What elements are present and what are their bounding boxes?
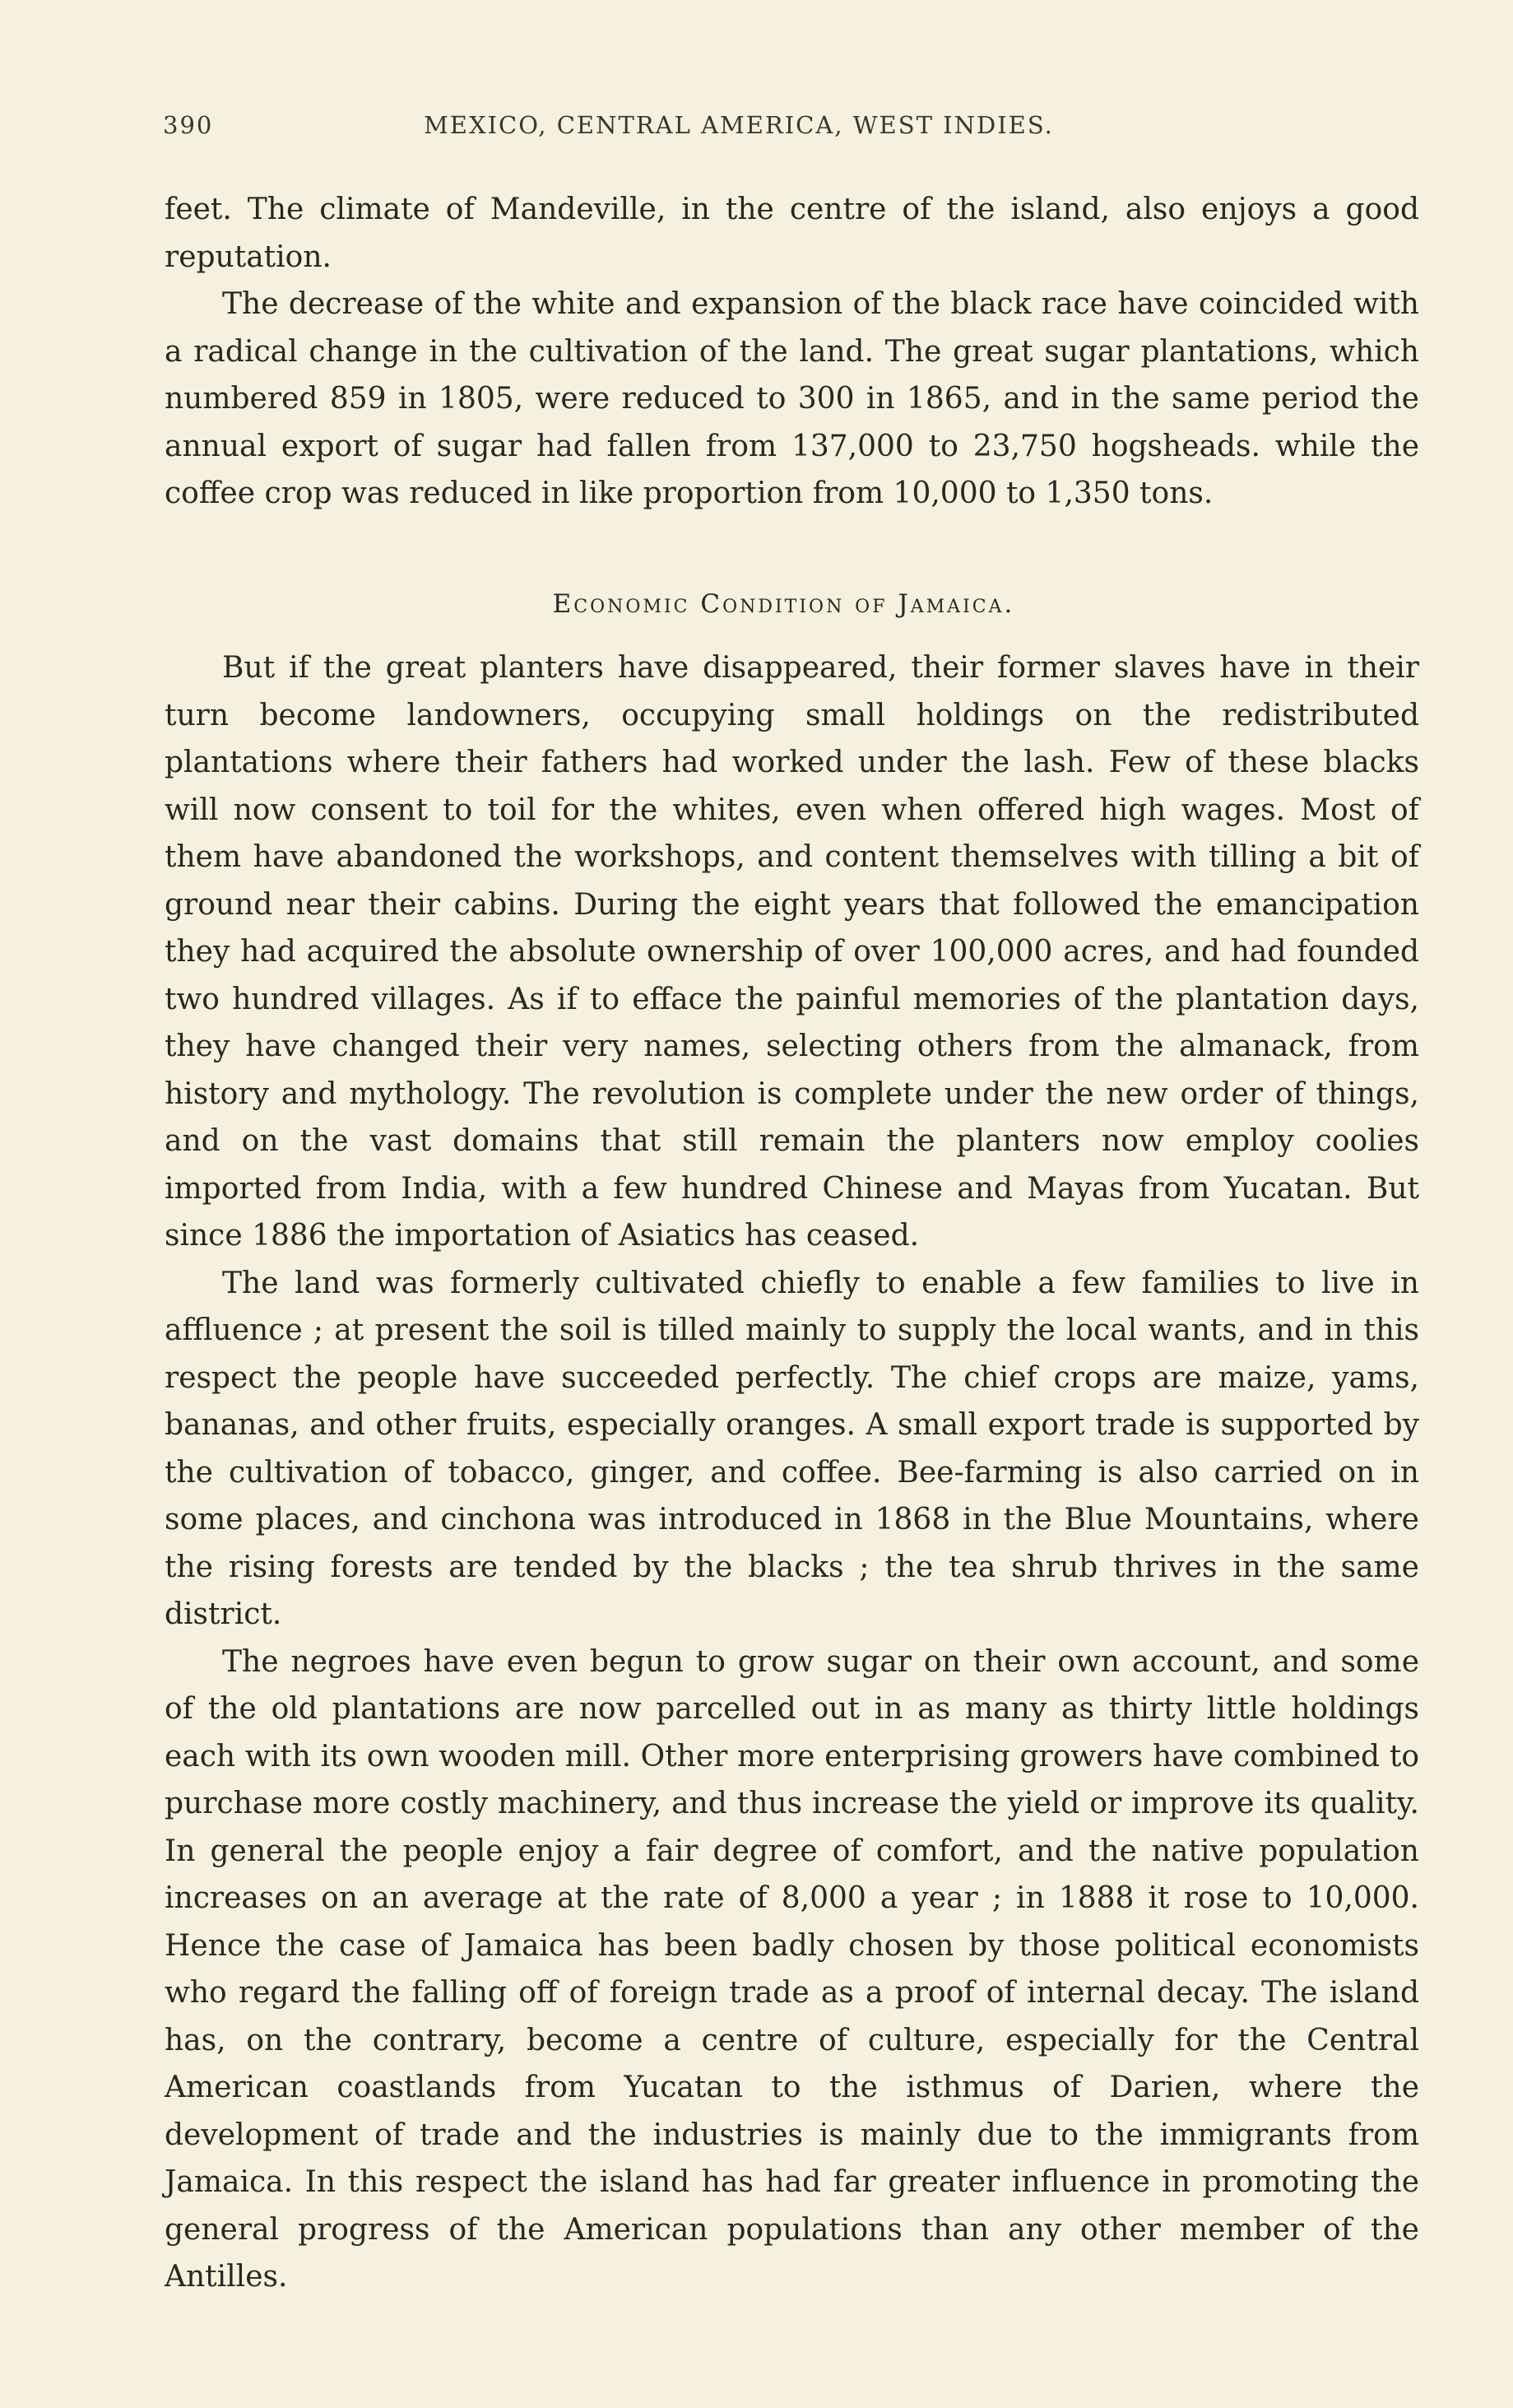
section-heading: Economic Condition of Jamaica.	[552, 588, 1015, 619]
page-number: 390	[163, 111, 214, 139]
paragraph: The decrease of the white and expansion of the black race have coincided with a radical change in the cultivation of the land. The great sugar plantations, which numbered 859 in 1805, were reduced to 300 in 1865, and in the same period the annual export of sugar had fallen from 137,000 to 23,750 hogsheads. while the coffee crop was reduced in like proportion from 10,000 to 1,350 tons.	[165, 287, 1419, 510]
paragraph: feet. The climate of Mandeville, in the centre of the island, also enjoys a good reputation.	[165, 193, 1419, 274]
paragraph: But if the great planters have disappeared, their former slaves have in their turn become landowners, occupying small holdings on the redistributed plantations where their fathers had worked under the lash. Few of these blacks will now consent to toil for the whites, even when offered high wages. Most of them have abandoned the workshops, and content themselves with tilling a bit of ground near their cabins. During the eight years that followed the emancipation they had acquired the absolute ownership of over 100,000 acres, and had founded two hundred villages. As if to efface the painful memories of the plantation days, they have changed their very names, selecting others from the almanack, from history and mythology. The revolution is complete under the new order of things, and on the vast domains that still remain the planters now employ coolies imported from India, with a few hundred Chinese and Mayas from Yucatan. But since 1886 the importation of Asiatics has ceased.	[165, 651, 1419, 1253]
paragraph: The land was formerly cultivated chiefly to enable a few families to live in affluence ; at present the soil is tilled mainly to supply the local wants, and in this respect the people have succeeded perfectly. The chief crops are maize, yams, bananas, and other fruits, especially oranges. A small export trade is supported by the cultivation of tobacco, ginger, and coffee. Bee-farming is also carried on in some places, and cinchona was introduced in 1868 in the Blue Mountains, where the rising forests are tended by the blacks ; the tea shrub thrives in the same district.	[165, 1266, 1419, 1631]
body-text	[165, 186, 1419, 2301]
page-header	[163, 111, 1422, 152]
running-head: MEXICO, CENTRAL AMERICA, WEST INDIES.	[424, 111, 1054, 139]
paragraph: The negroes have even begun to grow sugar on their own account, and some of the old plantations are now parcelled out in as many as thirty little holdings each with its own wooden mill. Other more enterprising growers have combined to purchase more costly machinery, and thus increase the yield or improve its quality. In general the people enjoy a fair degree of comfort, and the native population increases on an average at the rate of 8,000 a year ; in 1888 it rose to 10,000. Hence the case of Jamaica has been badly chosen by those political economists who regard the falling off of foreign trade as a proof of internal decay. The island has, on the contrary, become a centre of culture, especially for the Central American coastlands from Yucatan to the isthmus of Darien, where the development of trade and the industries is mainly due to the immigrants from Jamaica. In this respect the island has had far greater influence in promoting the general progress of the American populations than any other member of the Antilles.	[165, 1644, 1419, 2294]
